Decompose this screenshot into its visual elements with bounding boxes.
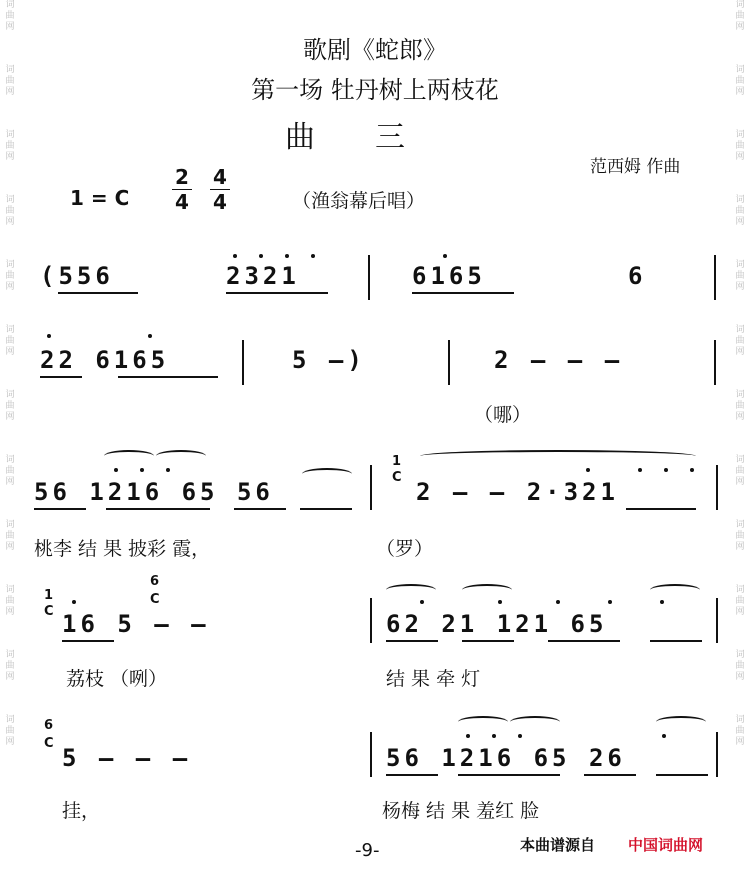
watermark-gap	[732, 293, 748, 315]
row3-measure1: 56 1216 65 56	[34, 478, 274, 506]
watermark-glyph: 词	[735, 520, 745, 530]
beam	[656, 774, 708, 776]
watermark-glyph: 网	[5, 282, 15, 292]
row1-measure4: 6	[628, 262, 647, 290]
piece-title: 曲三	[285, 120, 465, 155]
octave-dot	[259, 254, 263, 258]
beam	[462, 640, 514, 642]
row3-key-mark: 1	[392, 454, 402, 469]
octave-dot	[662, 734, 666, 738]
row3-measure2: 2 — — 2·321	[416, 478, 619, 506]
watermark-glyph: 网	[735, 87, 745, 97]
row2-lyric: （哪）	[474, 404, 532, 426]
watermark-glyph: 词	[5, 390, 15, 400]
beam	[386, 774, 438, 776]
watermark-glyph: 曲	[735, 466, 745, 476]
row5-lyric-2: 杨梅 结 果 羞红 脸	[382, 800, 540, 822]
octave-dot	[498, 600, 502, 604]
watermark-gap	[732, 488, 748, 510]
row5-lyric-1: 挂，	[62, 800, 101, 822]
row5-measure1: 5 — — —	[62, 744, 192, 772]
watermark-gap	[732, 683, 748, 705]
watermark-gap	[732, 358, 748, 380]
octave-dot	[466, 734, 470, 738]
octave-dot	[47, 334, 51, 338]
watermark-gap	[2, 748, 18, 770]
row4-key-mark-b: 6	[150, 574, 160, 589]
watermark-gap	[732, 423, 748, 445]
watermark-glyph: 网	[735, 152, 745, 162]
watermark-glyph: 网	[735, 217, 745, 227]
octave-dot	[638, 468, 642, 472]
watermark-glyph: 词	[735, 130, 745, 140]
watermark-glyph: 网	[5, 347, 15, 357]
beam	[40, 376, 82, 378]
octave-dot	[690, 468, 694, 472]
watermark-glyph: 曲	[5, 271, 15, 281]
slur	[656, 716, 706, 728]
barline	[448, 340, 450, 385]
row2-measure1: 22 6165	[40, 346, 170, 374]
octave-dot	[114, 468, 118, 472]
watermark-glyph: 网	[5, 737, 15, 747]
row5-measure2: 56 1216 65 26	[386, 744, 626, 772]
beam	[118, 376, 218, 378]
watermark-gap	[732, 228, 748, 250]
watermark-glyph: 词	[735, 260, 745, 270]
row3-lyric-1: 桃李 结 果 披彩 霞，	[34, 538, 211, 560]
slur	[302, 468, 352, 480]
watermark-glyph: 曲	[5, 726, 15, 736]
slur	[510, 716, 560, 728]
barline	[242, 340, 244, 385]
octave-dot	[140, 468, 144, 472]
watermark-glyph: 词	[5, 195, 15, 205]
octave-dot	[492, 734, 496, 738]
watermark-gap	[2, 618, 18, 640]
watermark-glyph: 词	[735, 455, 745, 465]
octave-dot	[556, 600, 560, 604]
octave-dot	[420, 600, 424, 604]
octave-dot	[233, 254, 237, 258]
octave-dot	[72, 600, 76, 604]
row4-lyric-1: 荔枝 （咧）	[66, 668, 168, 690]
page-number: -9-	[355, 840, 380, 861]
key-signature: 1 = C	[70, 186, 130, 210]
row2-measure3: 2 — — —	[494, 346, 624, 374]
watermark-glyph: 词	[735, 195, 745, 205]
row5-key-mark: 6	[44, 718, 54, 733]
watermark-gap	[2, 488, 18, 510]
beam	[458, 774, 560, 776]
watermark-gap	[732, 618, 748, 640]
row4-key-mark-b-b: C	[150, 592, 160, 607]
slur	[462, 584, 512, 596]
row4-key-mark-a-b: C	[44, 604, 54, 619]
beam	[584, 774, 636, 776]
watermark-glyph: 曲	[735, 596, 745, 606]
barline	[368, 255, 370, 300]
watermark-glyph: 曲	[735, 661, 745, 671]
octave-dot	[443, 254, 447, 258]
watermark-glyph: 曲	[735, 531, 745, 541]
row1-measure3: 6165	[412, 262, 486, 290]
slur	[104, 450, 154, 462]
watermark-gap	[2, 358, 18, 380]
watermark-glyph: 网	[735, 412, 745, 422]
watermark-gap	[2, 553, 18, 575]
watermark-glyph: 词	[5, 715, 15, 725]
beam	[548, 640, 620, 642]
watermark-glyph: 词	[5, 585, 15, 595]
watermark-glyph: 网	[735, 542, 745, 552]
watermark-glyph: 曲	[735, 336, 745, 346]
watermark-glyph: 曲	[5, 401, 15, 411]
watermark-glyph: 词	[5, 0, 15, 10]
row3-lyric-2: （罗）	[376, 538, 434, 560]
watermark-glyph: 词	[5, 650, 15, 660]
beam	[234, 508, 286, 510]
watermark-glyph: 词	[735, 390, 745, 400]
beam	[412, 292, 514, 294]
beam	[62, 640, 114, 642]
barline	[370, 732, 372, 777]
watermark-gap	[732, 553, 748, 575]
watermark-glyph: 曲	[5, 596, 15, 606]
watermark-glyph: 曲	[5, 76, 15, 86]
barline	[370, 465, 372, 510]
row3-key-mark-b: C	[392, 470, 402, 485]
octave-dot	[586, 468, 590, 472]
watermark-glyph: 网	[735, 282, 745, 292]
watermark-gap	[2, 293, 18, 315]
opera-title: 歌剧《蛇郎》	[303, 36, 447, 64]
beam	[626, 508, 696, 510]
octave-dot	[608, 600, 612, 604]
watermark-glyph: 词	[735, 0, 745, 10]
watermark-glyph: 网	[5, 477, 15, 487]
watermark-glyph: 网	[735, 672, 745, 682]
performance-note: （渔翁幕后唱）	[292, 190, 426, 212]
slur	[458, 716, 508, 728]
octave-dot	[660, 600, 664, 604]
slur	[650, 584, 700, 596]
beam	[650, 640, 702, 642]
watermark-glyph: 词	[735, 715, 745, 725]
watermark-glyph: 网	[735, 477, 745, 487]
watermark-glyph: 网	[5, 672, 15, 682]
watermark-glyph: 曲	[735, 141, 745, 151]
watermark-glyph: 词	[5, 130, 15, 140]
watermark-gap	[2, 683, 18, 705]
watermark-glyph: 曲	[5, 661, 15, 671]
row4-measure1: 16 5 — —	[62, 610, 210, 638]
watermark-glyph: 曲	[735, 271, 745, 281]
slur	[386, 584, 436, 596]
watermark-glyph: 网	[5, 87, 15, 97]
watermark-glyph: 网	[5, 22, 15, 32]
watermark-glyph: 词	[735, 650, 745, 660]
barline	[716, 465, 718, 510]
watermark-glyph: 网	[5, 412, 15, 422]
watermark-glyph: 曲	[735, 206, 745, 216]
watermark-glyph: 曲	[5, 466, 15, 476]
watermark-glyph: 词	[735, 325, 745, 335]
watermark-gap	[2, 163, 18, 185]
watermark-glyph: 词	[5, 455, 15, 465]
beam	[106, 508, 210, 510]
meter1-top: 2	[175, 165, 189, 189]
watermark-glyph: 曲	[5, 531, 15, 541]
watermark-glyph: 曲	[735, 11, 745, 21]
watermark-gap	[2, 228, 18, 250]
watermark-glyph: 词	[735, 65, 745, 75]
watermark-glyph: 词	[5, 65, 15, 75]
watermark-gap	[732, 748, 748, 770]
octave-dot	[664, 468, 668, 472]
watermark-glyph: 网	[5, 217, 15, 227]
composer-credit: 范西姆 作曲	[590, 157, 681, 177]
row5-key-mark-b: C	[44, 736, 54, 751]
watermark-gap	[2, 423, 18, 445]
beam	[226, 292, 328, 294]
watermark-glyph: 曲	[5, 11, 15, 21]
watermark-glyph: 词	[5, 520, 15, 530]
watermark-glyph: 网	[5, 542, 15, 552]
time-signature-2	[210, 166, 230, 213]
row2-measure2: 5 —)	[292, 346, 366, 374]
row1-measure1: (556	[40, 262, 114, 290]
beam	[58, 292, 138, 294]
row4-lyric-2: 结 果 牵 灯	[386, 668, 481, 690]
watermark-glyph: 曲	[735, 76, 745, 86]
watermark-glyph: 曲	[5, 336, 15, 346]
site-name: 中国词曲网	[628, 836, 704, 854]
slur	[156, 450, 206, 462]
watermark-glyph: 词	[5, 260, 15, 270]
scene-title: 第一场 牡丹树上两枝花	[251, 76, 499, 104]
watermark-glyph: 网	[735, 347, 745, 357]
time-signature-1	[172, 166, 192, 213]
beam	[34, 508, 86, 510]
watermark-glyph: 曲	[5, 206, 15, 216]
watermark-glyph: 网	[5, 152, 15, 162]
watermark-glyph: 曲	[735, 726, 745, 736]
barline	[370, 598, 372, 643]
watermark-gap	[732, 163, 748, 185]
watermark-glyph: 网	[735, 22, 745, 32]
watermark-glyph: 词	[735, 585, 745, 595]
octave-dot	[518, 734, 522, 738]
barline	[716, 598, 718, 643]
watermark-glyph: 词	[5, 325, 15, 335]
meter1-bottom: 4	[175, 190, 189, 214]
octave-dot	[285, 254, 289, 258]
meter2-bottom: 4	[213, 190, 227, 214]
octave-dot	[166, 468, 170, 472]
watermark-glyph: 网	[735, 607, 745, 617]
row4-measure2: 62 21 121 65	[386, 610, 608, 638]
watermark-glyph: 网	[5, 607, 15, 617]
barline	[714, 340, 716, 385]
octave-dot	[148, 334, 152, 338]
watermark-glyph: 网	[735, 737, 745, 747]
barline	[716, 732, 718, 777]
beam	[386, 640, 438, 642]
row1-measure2: 2321	[226, 262, 300, 290]
watermark-glyph: 曲	[5, 141, 15, 151]
watermark-glyph: 曲	[735, 401, 745, 411]
source-label: 本曲谱源自	[520, 836, 596, 854]
beam	[300, 508, 352, 510]
row4-key-mark-a: 1	[44, 588, 54, 603]
barline	[714, 255, 716, 300]
octave-dot	[311, 254, 315, 258]
tie	[420, 450, 696, 462]
meter2-top: 4	[213, 165, 227, 189]
